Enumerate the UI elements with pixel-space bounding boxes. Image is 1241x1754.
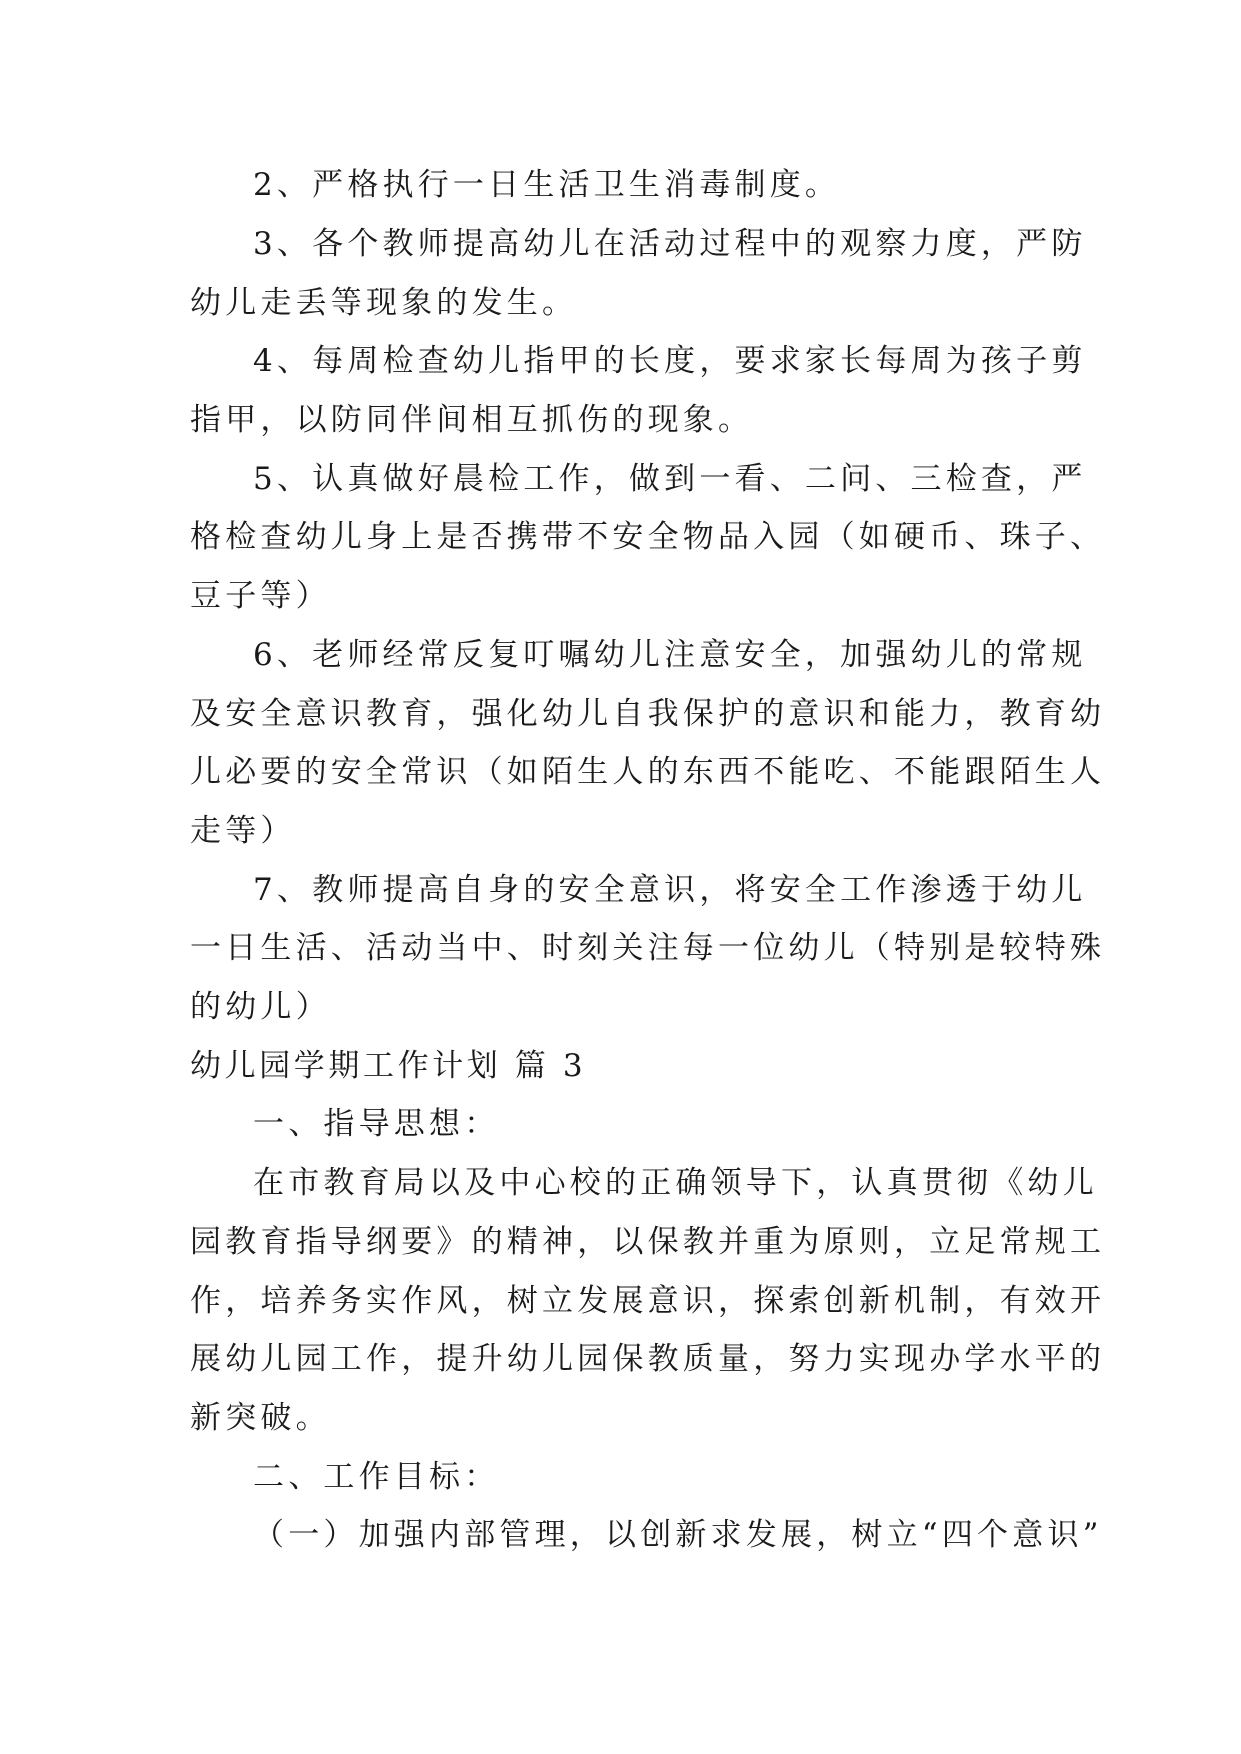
paragraph-line: 园教育指导纲要》的精神，以保教并重为原则，立足常规工 [190, 1224, 1106, 1260]
paragraph-line: 的幼儿） [190, 989, 331, 1025]
subheading: 一、指导思想： [253, 1106, 500, 1142]
paragraph-line: 儿必要的安全常识（如陌生人的东西不能吃、不能跟陌生人 [190, 754, 1106, 790]
paragraph-line: 作，培养务实作风，树立发展意识，探索创新机制，有效开 [190, 1283, 1106, 1319]
paragraph-line: 指甲，以防同伴间相互抓伤的现象。 [190, 402, 754, 438]
paragraph-line: 2、严格执行一日生活卫生消毒制度。 [253, 167, 841, 203]
paragraph-line: 幼儿走丢等现象的发生。 [190, 285, 578, 321]
subheading: 二、工作目标： [253, 1459, 500, 1495]
paragraph-line: 3、各个教师提高幼儿在活动过程中的观察力度，严防 [253, 226, 1087, 262]
paragraph-line: 一日生活、活动当中、时刻关注每一位幼儿（特别是较特殊 [190, 930, 1106, 966]
paragraph-line: （一）加强内部管理，以创新求发展，树立“四个意识” [253, 1517, 1103, 1553]
paragraph-line: 新突破。 [190, 1400, 331, 1436]
paragraph-line: 展幼儿园工作，提升幼儿园保教质量，努力实现办学水平的 [190, 1341, 1106, 1377]
paragraph-line: 7、教师提高自身的安全意识，将安全工作渗透于幼儿 [253, 872, 1087, 908]
paragraph-line: 在市教育局以及中心校的正确领导下，认真贯彻《幼儿 [253, 1165, 1098, 1201]
paragraph-line: 5、认真做好晨检工作，做到一看、二问、三检查，严 [253, 461, 1087, 497]
paragraph-line: 豆子等） [190, 578, 331, 614]
paragraph-line: 格检查幼儿身上是否携带不安全物品入园（如硬币、珠子、 [190, 519, 1106, 555]
paragraph-line: 走等） [190, 813, 296, 849]
paragraph-line: 4、每周检查幼儿指甲的长度，要求家长每周为孩子剪 [253, 343, 1087, 379]
section-heading: 幼儿园学期工作计划 篇 3 [190, 1048, 587, 1084]
paragraph-line: 及安全意识教育，强化幼儿自我保护的意识和能力，教育幼 [190, 696, 1106, 732]
paragraph-line: 6、老师经常反复叮嘱幼儿注意安全，加强幼儿的常规 [253, 637, 1087, 673]
